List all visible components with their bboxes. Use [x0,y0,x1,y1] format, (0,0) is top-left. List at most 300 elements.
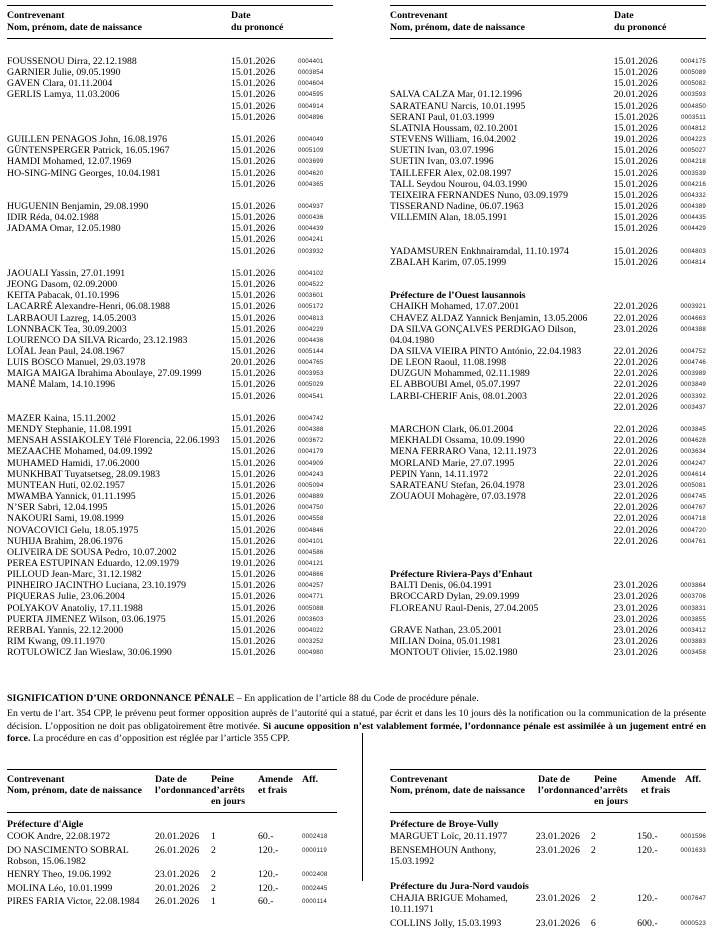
header-line: Nom, prénom, date de naissance [390,21,525,33]
spacer-row [390,413,706,424]
column-header-amende [641,774,685,807]
cell-date: 15.01.2026 [231,591,276,603]
header-line: en jours [594,795,629,807]
cell-aff: 0003392 [680,392,706,400]
header-line: Date [614,10,634,21]
table-row [390,190,706,201]
table-row [390,591,706,602]
column-header-date [614,10,666,33]
cell-date: 15.01.2026 [231,301,276,313]
table-row [390,379,706,390]
cell-date: 20.01.2026 [155,831,200,843]
cell-name: CHAIKH Mohamed, 17.07.2001 [390,301,520,313]
table-row [7,112,333,123]
cell-name: MUHAMED Hamidi, 17.06.2000 [7,457,140,469]
cell-aff: 0004628 [680,437,706,445]
table-row [390,201,706,212]
cell-date: 15.01.2026 [231,546,276,558]
cell-aff: 0000114 [302,898,328,906]
cell-name: MUNKHBAT Tuyatsetseg, 28.09.1983 [7,468,161,480]
cell-aff: 0003932 [298,247,324,255]
cell-date: 23.01.2026 [613,479,658,491]
cell-date: 15.01.2026 [231,56,276,67]
cell-date: 15.01.2026 [231,502,276,514]
table-row [390,424,706,435]
table-row [390,257,706,268]
cell-name: LOÏAL Jean Paul, 24.08.1967 [7,346,125,358]
cell-date: 15.01.2026 [231,279,276,291]
cell-date: 15.01.2026 [231,569,276,581]
cell-aff: 0004771 [298,593,324,601]
cell-date: 22.01.2026 [613,524,658,536]
cell-name: JAOUALI Yassin, 27.01.1991 [7,267,126,279]
cell-aff: 0004179 [298,448,324,456]
cell-amende: 150.- [637,831,658,843]
table-row [390,324,706,346]
cell-aff: 0004243 [298,470,324,478]
spacer-row [7,190,333,201]
table-row [7,647,333,658]
pronouncement-tables [0,5,713,658]
cell-aff: 0000119 [302,846,328,854]
cell-name: COLLINS Jolly, 15.03.1993 [390,917,502,929]
cell-name: MENA FERRARO Vana, 12.11.1973 [390,446,537,458]
table-row [7,335,333,346]
cell-name: NOVACOVICI Gelu, 18.05.1975 [7,524,139,536]
cell-name: DO NASCIMENTO SOBRAL Robson, 15.06.1982 [7,844,129,867]
cell-aff: 0004175 [680,58,706,65]
cell-name: PIRES FARIA Victor, 22.08.1984 [7,896,140,908]
table-row [390,56,706,67]
table-row [390,893,706,915]
cell-name: N’SER Sabri, 12.04.1995 [7,502,108,514]
table-row [7,313,333,324]
cell-aff: 0004241 [298,236,324,244]
table-row [7,301,333,312]
cell-peine: 2 [590,893,596,905]
table-row [7,346,333,357]
cell-aff: 0003634 [680,448,706,456]
ordonnance-tables [0,769,713,931]
table-row [7,391,333,402]
cell-date: 15.01.2026 [613,256,658,268]
table-row [390,502,706,513]
cell-aff: 0003539 [680,169,706,177]
notice-title-rest: – En application de l’article 88 du Code de procédure pénale. [234,693,479,705]
cell-name: MARGUET Loïc, 20.11.1977 [390,831,508,843]
table-row [390,536,706,547]
cell-aff: 0004229 [298,325,324,333]
table-header [390,769,706,813]
column-header-amende [258,774,302,807]
cell-name: GRAVE Nathan, 23.05.2001 [390,624,503,636]
spacer-row [390,547,706,558]
cell-name: DE LEON Raoul, 11.08.1998 [390,357,507,369]
cell-date: 22.01.2026 [613,535,658,547]
cell-date: 15.01.2026 [613,212,658,224]
cell-aff: 0004595 [298,91,324,99]
cell-aff: 0004436 [298,336,324,344]
cell-aff: 0004522 [298,281,324,289]
cell-date: 15.01.2026 [231,134,276,146]
table-row [7,324,333,335]
cell-date: 22.01.2026 [613,457,658,469]
cell-name: LARBI-CHERIF Anis, 08.01.2003 [390,390,527,402]
cell-date: 15.01.2026 [613,245,658,257]
cell-aff: 0004388 [680,325,706,333]
column-header-contrevenant [7,10,231,33]
cell-aff: 0004896 [298,113,324,121]
cell-name: DUZGUN Mohammed, 02.11.1989 [390,368,530,380]
cell-date: 15.01.2026 [231,368,276,380]
table-row [390,603,706,614]
cell-aff: 0005081 [680,481,706,489]
column-header-aff [685,774,701,807]
cell-name: LONNBACK Tea, 30.09.2003 [7,323,127,335]
cell-name: MORLAND Marie, 27.07.1995 [390,457,515,469]
table-row [7,156,333,167]
cell-aff: 0003511 [680,113,707,121]
table-row [7,379,333,390]
spacer-row [390,235,706,246]
cell-date: 15.01.2026 [613,178,658,190]
table-header [7,769,337,813]
cell-aff: 0000436 [298,214,324,222]
cell-date: 15.01.2026 [231,245,276,257]
cell-aff: 0004909 [298,459,324,467]
cell-date: 15.01.2026 [231,100,276,112]
cell-aff: 0003593 [680,91,706,99]
table-row [390,89,706,100]
table-row [390,134,706,145]
table-row [7,636,333,647]
table-header [390,5,706,39]
cell-date: 15.01.2026 [613,201,658,213]
cell-aff: 0004049 [298,136,324,144]
cell-aff: 0004247 [680,459,706,467]
header-line: Contrevenant [7,773,65,785]
table-row [390,636,706,647]
cell-aff: 0004720 [680,526,706,534]
table-row [7,357,333,368]
header-line: Aff. [302,773,319,785]
cell-date: 15.01.2026 [231,156,276,168]
cell-name: SUETIN Ivan, 03.07.1996 [390,156,494,168]
cell-date: 15.01.2026 [613,67,658,79]
cell-aff: 0004101 [298,537,324,545]
table-row [7,480,333,491]
cell-name: IDIR Réda, 04.02.1988 [7,212,99,224]
cell-aff: 0004767 [680,504,706,512]
table-row [390,156,706,167]
cell-aff: 0002445 [302,884,328,892]
cell-name: MOLINA Léo, 10.01.1999 [7,882,113,894]
cell-aff: 0005172 [298,303,324,311]
cell-name: HO-SING-MING Georges, 10.04.1981 [7,167,161,179]
notice-title-line [7,693,706,705]
cell-aff: 0004850 [680,102,706,110]
cell-name: GAVEN Clara, 01.11.2004 [7,78,113,90]
table-row [7,56,333,67]
cell-aff: 0003437 [680,403,706,411]
cell-date: 19.01.2026 [231,557,276,569]
table-row [7,614,333,625]
cell-name: MAZER Kaina, 15.11.2002 [7,412,116,424]
cell-name: PUERTA JIMENEZ Wilson, 03.06.1975 [7,613,166,625]
cell-aff: 0004663 [680,314,706,322]
cell-peine: 6 [590,917,596,929]
cell-date: 15.01.2026 [613,156,658,168]
cell-date: 15.01.2026 [231,212,276,224]
table-row [7,89,333,100]
cell-aff: 0003458 [680,649,706,657]
cell-aff: 0005027 [680,147,706,155]
cell-aff: 0003854 [298,69,324,77]
cell-date: 15.01.2026 [231,201,276,212]
spacer-row [390,279,706,290]
spacer-row [7,257,333,268]
table-row [390,480,706,491]
cell-name: STEVENS William, 16.04.2002 [390,134,516,146]
cell-name: NUHIJA Brahim, 28.06.1976 [7,535,123,547]
cell-aff: 0004586 [298,548,324,556]
cell-aff: 0003252 [298,638,324,646]
table-row [7,469,333,480]
prefecture-heading: Préfecture de Broye-Vully [390,818,499,830]
column-header-contrevenant [390,10,614,33]
cell-date: 15.01.2026 [231,67,276,79]
table-header [7,5,333,39]
cell-aff: 0004914 [298,102,324,110]
spacer-row [390,558,706,569]
cell-date: 15.01.2026 [231,479,276,491]
cell-name: HUGUENIN Benjamin, 29.08.1990 [7,201,149,212]
cell-aff: 0003603 [298,615,324,623]
cell-name: SARATEANU Stefan, 26.04.1978 [390,479,525,491]
cell-aff: 0004980 [298,649,324,657]
table-row [7,279,333,290]
cell-aff: 0004257 [298,582,324,590]
table-row [390,469,706,480]
cell-date: 23.01.2026 [535,844,580,856]
cell-date: 23.01.2026 [613,580,658,592]
cell-date: 26.01.2026 [155,896,200,908]
cell-aff: 0004846 [298,526,324,534]
cell-name: LOURENCO DA SILVA Ricardo, 23.12.1983 [7,334,188,346]
cell-date: 15.01.2026 [231,334,276,346]
cell-date: 15.01.2026 [231,435,276,447]
notice-body-end: La procédure en cas d’opposition est réglée par l’article 355 CPP. [30,732,290,744]
column-header-contrevenant [7,774,155,807]
table-row [7,435,333,446]
cell-date: 15.01.2026 [613,78,658,90]
table-row [7,831,337,842]
table-row [390,313,706,324]
cell-name: PEREA ESTUPINAN Eduardo, 12.09.1979 [7,557,179,569]
cell-name: SUETIN Ivan, 03.07.1996 [390,145,494,157]
header-line: Contrevenant [390,10,448,21]
cell-aff: 0004102 [298,269,324,277]
table-row [7,845,337,867]
table-row [390,580,706,591]
cell-date: 15.01.2026 [231,513,276,525]
spacer-row [7,123,333,134]
cell-date: 15.01.2026 [231,613,276,625]
cell-name: HAMDI Mohamed, 12.07.1969 [7,156,132,168]
cell-name: LACARRÉ Alexandre-Henri, 06.08.1988 [7,301,170,313]
cell-aff: 0004541 [298,392,324,400]
cell-aff: 0004937 [298,203,324,210]
table-row [390,458,706,469]
cell-aff: 0004558 [298,515,324,523]
cell-aff: 0005094 [298,481,324,489]
table-row [7,558,333,569]
prefecture-heading: Préfecture du Jura-Nord vaudois [390,880,529,892]
cell-name: KEITA Pabacak, 01.10.1996 [7,290,120,302]
cell-date: 15.01.2026 [231,323,276,335]
cell-date: 22.01.2026 [613,424,658,436]
table-row [7,424,333,435]
table-row [7,869,337,880]
cell-date: 23.01.2026 [613,591,658,603]
cell-aff: 0003855 [680,615,706,623]
table-row [7,201,333,212]
table-row [390,831,706,842]
header-line: Date de [155,773,187,785]
cell-aff: 0003989 [680,370,706,378]
cell-aff: 0004718 [680,515,706,523]
cell-date: 22.01.2026 [613,390,658,402]
cell-date: 15.01.2026 [231,446,276,458]
cell-date: 22.01.2026 [613,513,658,525]
table-row [7,458,333,469]
table-row [390,112,706,123]
cell-date: 15.01.2026 [231,312,276,324]
cell-peine: 2 [211,882,216,894]
table-row [7,502,333,513]
cell-date: 23.01.2026 [535,893,580,905]
column-divider-rule [362,733,363,881]
cell-name: TEIXEIRA FERNANDES Nuno, 03.09.1979 [390,189,568,201]
table-rows [390,819,706,929]
cell-name: MEZAACHE Mohamed, 04.09.1992 [7,446,153,458]
header-line: Nom, prénom, date de naissance [7,784,142,796]
table-row [7,168,333,179]
table-row [390,168,706,179]
cell-peine: 2 [590,831,596,843]
prefecture-heading: Préfecture de l’Ouest lausannois [390,290,526,302]
table-row [7,413,333,424]
cell-aff: 0004761 [680,537,706,545]
cell-date: 15.01.2026 [231,234,276,246]
cell-name: OLIVEIRA DE SOUSA Pedro, 10.07.2002 [7,546,177,558]
cell-name: COOK Andre, 22.08.1972 [7,831,111,843]
column-header-date-ordonnance [538,774,594,807]
cell-date: 22.01.2026 [613,446,658,458]
table-row [390,435,706,446]
cell-date: 15.01.2026 [231,145,276,157]
pronouncement-table-left [7,5,333,658]
cell-name: GÜNTENSPERGER Patrick, 16.05.1967 [7,145,170,157]
header-line: Contrevenant [7,10,65,21]
cell-date: 22.01.2026 [613,368,658,380]
cell-date: 15.01.2026 [613,223,658,235]
cell-date: 15.01.2026 [613,56,658,67]
table-row [390,179,706,190]
cell-name: FOUSSENOU Dirra, 22.12.1988 [7,56,137,67]
cell-amende: 120.- [258,844,279,856]
table-row [390,368,706,379]
cell-name: DA SILVA VIEIRA PINTO António, 22.04.1983 [390,346,582,358]
cell-date: 15.01.2026 [231,167,276,179]
cell-aff: 0004218 [680,158,706,166]
header-line: d’arrêts [594,784,628,796]
cell-aff: 0004429 [680,225,706,233]
column-header-date-ordonnance [155,774,211,807]
table-row [7,625,333,636]
cell-date: 15.01.2026 [231,78,276,90]
header-line: d’arrêts [211,784,245,796]
cell-name: SERANI Paul, 01.03.1999 [390,111,495,123]
cell-name: MONTOUT Olivier, 15.02.1980 [390,647,518,659]
cell-name: MILIAN Doina, 05.01.1981 [390,636,501,648]
prefecture-heading: Préfecture d'Aigle [7,818,84,830]
ordonnance-table-left [7,769,337,931]
cell-date: 22.01.2026 [613,401,658,413]
cell-aff: 0004745 [680,493,706,501]
cell-amende: 120.- [637,844,658,856]
cell-aff: 0004223 [680,136,706,144]
cell-aff: 0003921 [680,303,706,311]
cell-date: 22.01.2026 [613,312,658,324]
table-rows [7,819,337,908]
cell-aff: 0004746 [680,359,706,367]
column-header-peine [211,774,258,807]
cell-name: SALVA CALZA Mar, 01.12.1996 [390,89,522,101]
table-row [7,491,333,502]
cell-aff: 0004765 [298,359,324,367]
cell-date: 15.01.2026 [231,491,276,503]
table-row [390,525,706,536]
table-row [390,145,706,156]
cell-aff: 0005029 [298,381,324,389]
cell-aff: 0004620 [298,169,324,177]
table-row [7,446,333,457]
table-row [7,368,333,379]
cell-aff: 0002408 [302,871,328,879]
table-row [7,212,333,223]
cell-aff: 0002418 [302,833,328,841]
cell-date: 15.01.2026 [231,89,276,101]
cell-name: EL ABBOUBI Amel, 05.07.1997 [390,379,521,391]
cell-date: 15.01.2026 [613,111,659,123]
cell-date: 23.01.2026 [535,831,580,843]
cell-name: DA SILVA GONÇALVES PERDIGAO Dilson, 04.04.1980 [390,323,577,346]
table-row [7,223,333,234]
cell-aff: 0003412 [680,626,706,634]
table-row [390,614,706,625]
cell-name: MAIGA MAIGA Ibrahima Aboulaye, 27.09.1999 [7,368,202,380]
cell-date: 23.01.2026 [155,869,200,881]
cell-name: PINHEIRO JACINTHO Luciana, 23.10.1979 [7,580,187,592]
cell-amende: 600.- [637,917,658,929]
cell-name: SARATEANU Narcis, 10.01.1995 [390,100,526,112]
table-rows [390,56,706,658]
cell-peine: 1 [211,896,216,908]
cell-date: 15.01.2026 [231,379,276,391]
table-row [390,402,706,413]
cell-date: 20.01.2026 [155,882,200,894]
